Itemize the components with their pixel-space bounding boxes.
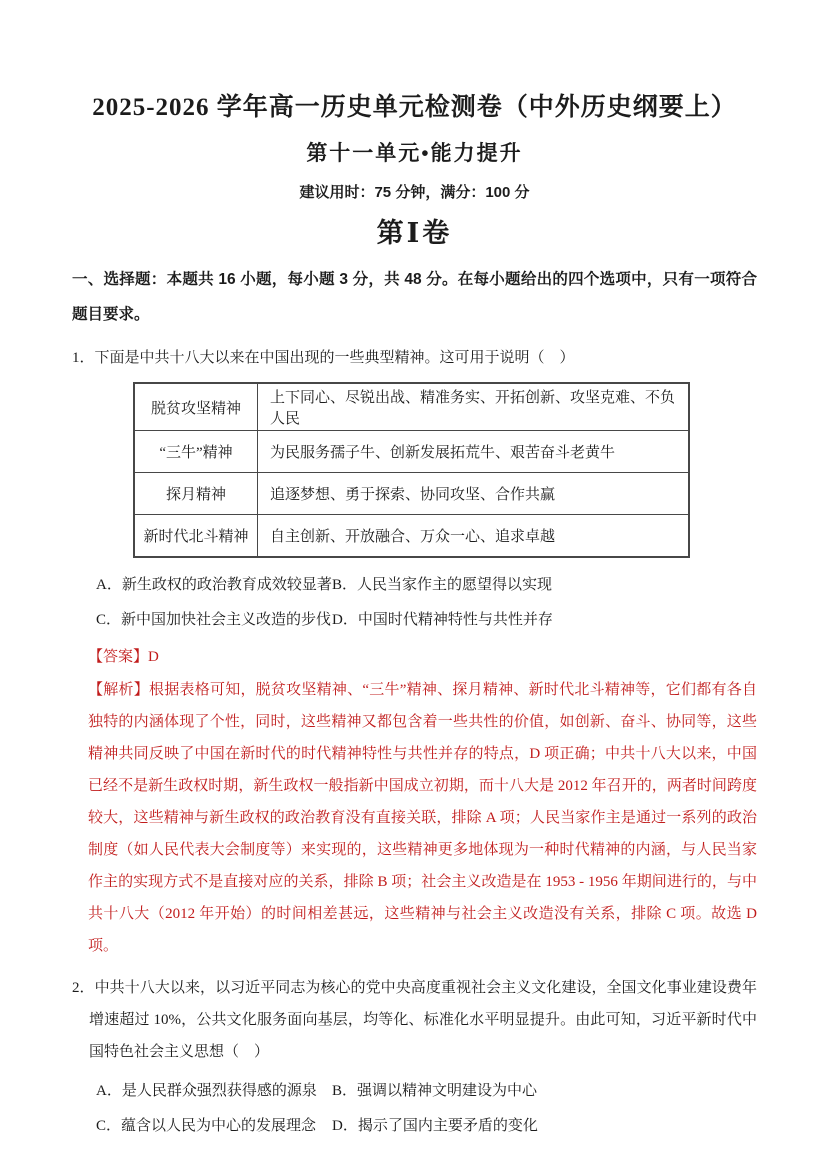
- options-row: [96, 603, 757, 638]
- question-1: [72, 342, 757, 962]
- table-row: [134, 383, 689, 431]
- table-row-content: 为民服务孺子牛、创新发展拓荒牛、艰苦奋斗老黄牛: [258, 431, 690, 473]
- options-row: [96, 1109, 757, 1144]
- question-1-options: [96, 568, 757, 638]
- table-row-content: 追逐梦想、勇于探索、协同攻坚、合作共赢: [258, 473, 690, 515]
- option-c: C．蕴含以人民为中心的发展理念: [96, 1118, 317, 1134]
- table-row-content: 自主创新、开放融合、万众一心、追求卓越: [258, 515, 690, 558]
- option-c: C．新中国加快社会主义改造的步伐: [96, 612, 332, 628]
- table-row-label: 新时代北斗精神: [134, 515, 258, 558]
- option-a: A．新生政权的政治教育成效较显著: [96, 577, 332, 593]
- table-row: [134, 473, 689, 515]
- option-b: B．强调以精神文明建设为中心: [332, 1083, 538, 1099]
- options-row: [96, 568, 757, 603]
- question-1-text: 下面是中共十八大以来在中国出现的一些典型精神。这可用于说明（ ）: [94, 350, 575, 366]
- option-d: D．揭示了国内主要矛盾的变化: [332, 1118, 538, 1134]
- question-1-stem: [72, 342, 757, 374]
- answer-label: 【答案】: [88, 649, 149, 665]
- table-row-label: 脱贫攻坚精神: [134, 383, 258, 431]
- question-2-text: 中共十八大以来，以习近平同志为核心的党中央高度重视社会主义文化建设，全国文化事业建设费年增速超过 10%，公共文化服务面向基层，均等化、标准化水平明显提升。由此可知，习近平新时代中国特色社会主义思想（ ）: [89, 980, 757, 1060]
- table-row-label: “三牛”精神: [134, 431, 258, 473]
- answer-line: [88, 642, 757, 672]
- options-row: [96, 1074, 757, 1109]
- option-b: B．人民当家作主的愿望得以实现: [332, 577, 553, 593]
- volume-heading: 第Ⅰ卷: [376, 218, 453, 248]
- question-2-options: [96, 1074, 757, 1144]
- spirits-table: [133, 382, 690, 558]
- analysis-paragraph: [88, 674, 757, 962]
- table-row: [134, 431, 689, 473]
- exam-meta: 建议用时：75 分钟，满分：100 分: [299, 184, 530, 201]
- question-2-number: 2．: [72, 980, 95, 996]
- unit-subtitle: 第十一单元•能力提升: [306, 141, 523, 165]
- option-d: D．中国时代精神特性与共性并存: [332, 612, 553, 628]
- option-a: A．是人民群众强烈获得感的源泉: [96, 1083, 317, 1099]
- analysis-label: 【解析】: [88, 682, 149, 698]
- table-row-label: 探月精神: [134, 473, 258, 515]
- analysis-text: 根据表格可知，脱贫攻坚精神、“三牛”精神、探月精神、新时代北斗精神等，它们都有各自独特的内涵体现了个性，同时，这些精神又都包含着一些共性的价值，如创新、奋斗、协同等，这些精神共同反映了中国在新时代的时代精神特性与共性并存的特点，D 项正确；中共十八大以来，中国已经不是新生政权时期，新生政权一般指新中国成立初期，而十八大是 2012 年召开的，两者时间跨度较大，这些精神与新生政权的政治教育没有直接关联，排除 A 项；人民当家作主是通过一系列的政治制度（如人民代表大会制度等）来实现的，这些精神更多地体现为一种时代精神的内涵，与人民当家作主的实现方式不是直接对应的关系，排除 B 项；社会主义改造是在 1953 - 1956 年期间进行的，与中共十八大（2012 年开始）的时间相差甚远，这些精神与社会主义改造没有关系，排除 C 项。故选 D 项。: [88, 682, 757, 954]
- question-1-number: 1．: [72, 350, 95, 366]
- page-title: 2025-2026 学年高一历史单元检测卷（中外历史纲要上）: [92, 94, 737, 121]
- question-2: [72, 972, 757, 1144]
- section-instruction: 一、选择题：本题共 16 小题，每小题 3 分，共 48 分。在每小题给出的四个选项中，只有一项符合题目要求。: [72, 271, 757, 323]
- table-row-content: 上下同心、尽锐出战、精准务实、开拓创新、攻坚克难、不负人民: [258, 383, 690, 431]
- table-row: [134, 515, 689, 558]
- question-2-stem: [72, 972, 757, 1068]
- answer-value: D: [148, 649, 159, 665]
